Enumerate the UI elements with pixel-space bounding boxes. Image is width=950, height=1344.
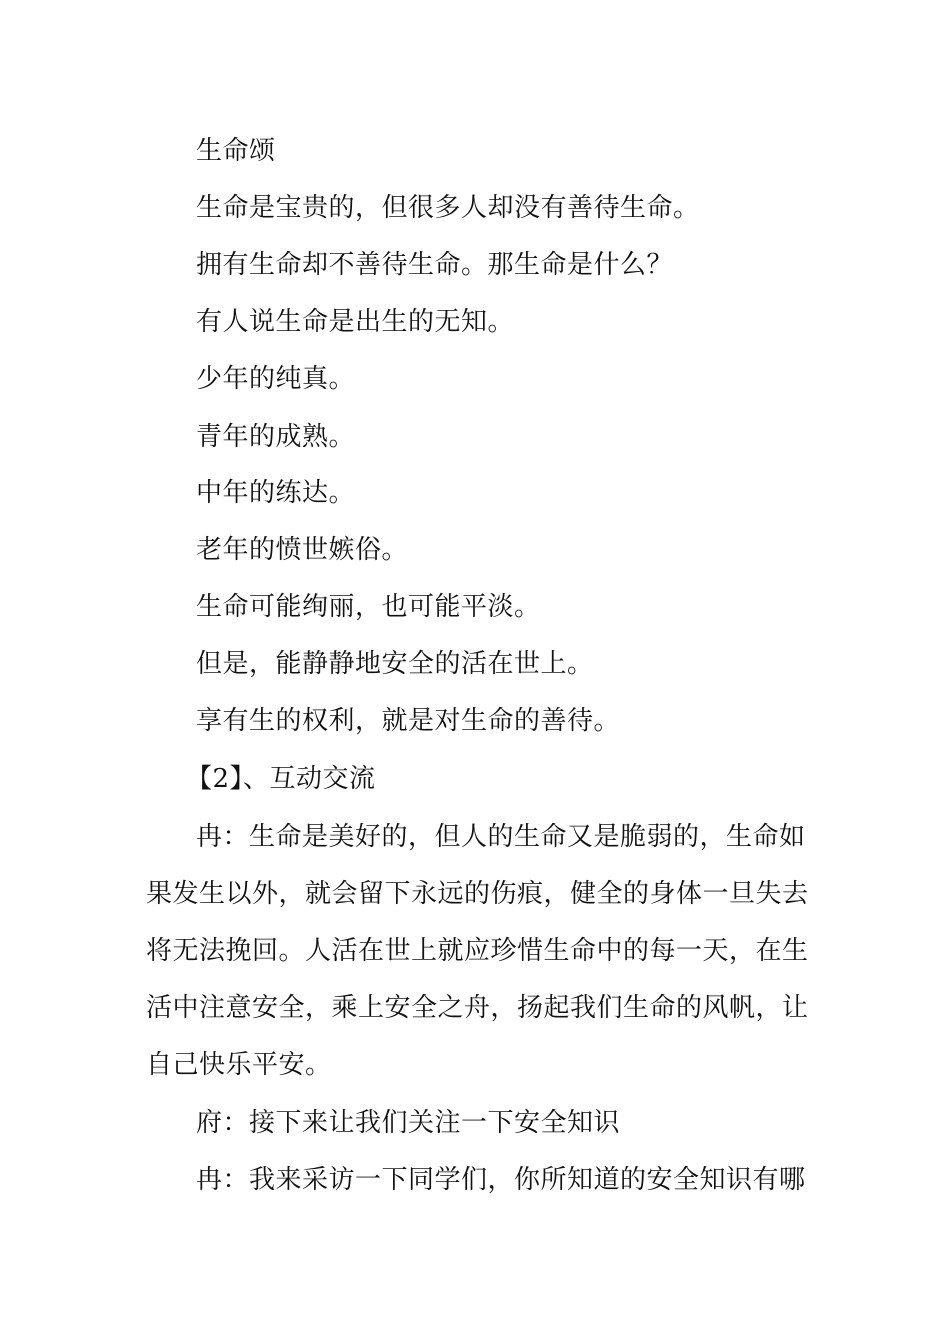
- dialogue-line: 活中注意安全，乘上安全之舟，扬起我们生命的风帆，让: [146, 993, 809, 1023]
- poem-line: 老年的愤世嫉俗。: [196, 535, 409, 565]
- dialogue-line: 将无法挽回。人活在世上就应珍惜生命中的每一天，在生: [146, 936, 809, 966]
- section-heading: 【2】、互动交流: [186, 764, 376, 794]
- dialogue-line: 府：接下来让我们关注一下安全知识: [196, 1108, 621, 1138]
- dialogue-line: 自己快乐平安。: [146, 1050, 332, 1080]
- poem-line: 少年的纯真。: [196, 364, 356, 394]
- poem-line: 中年的练达。: [196, 478, 356, 508]
- poem-line: 但是，能静静地安全的活在世上。: [196, 649, 594, 679]
- poem-title: 生命颂: [196, 136, 276, 166]
- dialogue-line: 冉：我来采访一下同学们，你所知道的安全知识有哪: [196, 1165, 806, 1195]
- poem-line: 生命可能绚丽，也可能平淡。: [196, 592, 541, 622]
- dialogue-line: 冉：生命是美好的，但人的生命又是脆弱的，生命如: [196, 822, 806, 852]
- poem-line: 有人说生命是出生的无知。: [196, 307, 515, 337]
- poem-line: 享有生的权利，就是对生命的善待。: [196, 706, 621, 736]
- poem-line: 拥有生命却不善待生命。那生命是什么？: [196, 250, 674, 280]
- dialogue-line: 果发生以外，就会留下永远的伤痕，健全的身体一旦失去: [146, 879, 809, 909]
- poem-line: 青年的成熟。: [196, 422, 356, 452]
- poem-line: 生命是宝贵的，但很多人却没有善待生命。: [196, 193, 700, 223]
